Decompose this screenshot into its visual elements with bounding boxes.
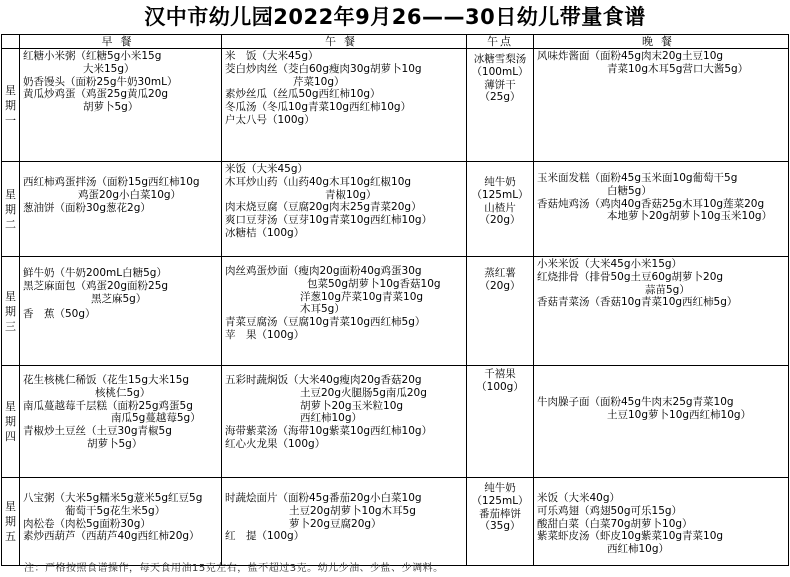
menu-line: 西红柿10g） <box>607 543 670 556</box>
snack-cell <box>467 366 534 478</box>
menu-line: 西红柿10g） <box>300 412 363 425</box>
menu-line: 花生核桃仁稀饭（花生15g大米15g <box>23 374 190 386</box>
menu-line: 茭白炒肉丝（茭白60g瘦肉30g胡萝卜10g <box>225 62 422 75</box>
menu-line: 鸡蛋20g小白菜10g） <box>78 188 182 201</box>
menu-line: 千禧果 <box>484 368 516 380</box>
menu-line: （20g） <box>479 279 521 292</box>
menu-line: 山楂片 <box>484 201 516 214</box>
breakfast-cell <box>20 162 222 257</box>
footnote: 注：严格按照食谱操作，每天食用油15克左右，盐不超过3克。幼儿少油、少盐、少调料。 <box>24 563 444 574</box>
header-dinner: 晚餐 <box>534 35 789 49</box>
menu-line: 西红柿鸡蛋拌汤（面粉15g西红柿10g <box>23 176 200 188</box>
day-label: 星期三 <box>2 257 20 366</box>
day-row-thursday <box>2 366 789 478</box>
breakfast-cell <box>20 49 222 162</box>
dinner-cell <box>534 162 789 257</box>
lunch-cell <box>222 478 467 566</box>
menu-line: 红糖小米粥（红糖5g小米15g <box>23 50 162 62</box>
menu-line: 薄饼干 <box>484 78 516 91</box>
menu-line: 紫菜虾皮汤（虾皮10g紫菜10g青菜10g <box>537 530 724 543</box>
menu-line: 海带紫菜汤（海带10g紫菜10g西红柿10g） <box>225 425 433 438</box>
menu-line: 包菜50g胡萝卜10g香菇10g <box>307 277 441 290</box>
menu-line: 香菇炖鸡汤（鸡肉40g香菇25g木耳10g莲菜20g <box>537 197 765 210</box>
menu-line: 素炒丝瓜（丝瓜50g西红柿10g） <box>225 88 381 101</box>
day-label: 星期二 <box>2 162 20 257</box>
dinner-cell <box>534 366 789 478</box>
breakfast-cell <box>20 366 222 478</box>
menu-line: 米 饭（大米45g） <box>225 50 319 62</box>
menu-line: 素炒西葫芦（西葫芦40g西红柿20g） <box>23 530 200 543</box>
menu-line: 洋葱10g芹菜10g青菜10g <box>300 290 424 303</box>
menu-line: 香菇青菜汤（香菇10g青菜10g西红柿5g） <box>537 296 738 309</box>
menu-line: 黑芝麻5g） <box>91 292 147 305</box>
menu-line: 风味炸酱面（面粉45g肉末20g土豆10g <box>537 50 724 62</box>
menu-line: 木耳5g） <box>300 303 345 316</box>
menu-line: 鲜牛奶（牛奶200mL白糖5g） <box>23 267 167 279</box>
menu-line: （35g） <box>479 520 521 533</box>
menu-line: 青菜豆腐汤（豆腐10g青菜10g西红柿5g） <box>225 316 426 329</box>
menu-line: 青椒炒土豆丝（土豆30g青椒5g <box>23 425 172 438</box>
menu-line: 奶香馒头（面粉25g牛奶30mL） <box>23 75 178 88</box>
menu-line: 时蔬烩面片（面粉45g番茄20g小白菜10g <box>225 492 422 504</box>
header-day <box>2 35 20 49</box>
menu-line: 葡萄干5g花生米5g） <box>65 504 166 517</box>
menu-line: 青椒10g） <box>325 188 377 201</box>
day-row-tuesday <box>2 162 789 257</box>
menu-line: 红烧排骨（排骨50g土豆60g胡萝卜20g <box>537 270 724 283</box>
menu-table <box>1 34 789 566</box>
menu-line: 纯牛奶 <box>484 176 516 188</box>
day-row-monday <box>2 49 789 162</box>
menu-line: 胡萝卜5g） <box>87 437 143 450</box>
menu-line: 大米15g） <box>83 62 135 75</box>
menu-line: 葱油饼（面粉30g葱花2g） <box>23 201 151 214</box>
menu-line: 小米米饭（大米45g小米15g） <box>537 258 683 270</box>
menu-line: 胡萝卜20g玉米粒10g <box>300 399 404 412</box>
menu-line: 米饭（大米45g） <box>225 163 309 175</box>
menu-line: 黄瓜炒鸡蛋（鸡蛋25g黄瓜20g <box>23 88 169 101</box>
breakfast-cell <box>20 257 222 366</box>
menu-line: 番茄棒饼 <box>479 507 521 520</box>
menu-line: 五彩时蔬焖饭（大米40g瘦肉20g香菇20g <box>225 374 422 386</box>
breakfast-cell <box>20 478 222 566</box>
dinner-cell <box>534 49 789 162</box>
menu-line: 蒜苗5g） <box>645 283 690 296</box>
menu-line: 南瓜蔓越莓千层糕（面粉25g鸡蛋5g <box>23 399 193 412</box>
snack-cell <box>467 478 534 566</box>
menu-line: 可乐鸡翅（鸡翅50g可乐15g） <box>537 504 683 517</box>
lunch-cell <box>222 162 467 257</box>
menu-line: 玉米面发糕（面粉45g玉米面10g葡萄干5g <box>537 172 738 184</box>
header-snack: 午点 <box>467 35 534 49</box>
menu-line: 冰糖雪梨汤 <box>473 53 527 65</box>
dinner-cell <box>534 478 789 566</box>
dinner-cell <box>534 257 789 366</box>
menu-line: 肉松卷（肉松5g面粉30g） <box>23 517 151 530</box>
menu-line: 土豆10g萝卜10g西红柿10g） <box>607 408 752 421</box>
menu-line: 肉丝鸡蛋炒面（瘦肉20g面粉40g鸡蛋30g <box>225 265 422 277</box>
header-breakfast: 早餐 <box>20 35 222 49</box>
day-label: 星期四 <box>2 366 20 478</box>
lunch-cell <box>222 49 467 162</box>
menu-line: 纯牛奶 <box>484 482 516 494</box>
menu-line: 酸甜白菜（白菜70g胡萝卜10g） <box>537 517 693 530</box>
menu-line: 萝卜20g豆腐20g） <box>289 517 382 530</box>
menu-line: 土豆20g火腿肠5g南瓜20g <box>300 386 427 399</box>
day-label: 星期一 <box>2 49 20 162</box>
menu-line: （20g） <box>479 214 521 227</box>
lunch-cell <box>222 366 467 478</box>
menu-line: （125mL） <box>471 188 529 201</box>
snack-cell <box>467 162 534 257</box>
menu-line: 八宝粥（大米5g糯米5g薏米5g红豆5g <box>23 492 203 504</box>
menu-line: （25g） <box>479 91 521 104</box>
menu-line: 苹 果（100g） <box>225 328 305 341</box>
menu-line: 土豆20g胡萝卜10g木耳5g <box>289 504 416 517</box>
snack-cell <box>467 49 534 162</box>
menu-line: 青菜10g木耳5g营口大酱5g） <box>607 62 749 75</box>
day-row-friday <box>2 478 789 566</box>
header-row <box>2 35 789 49</box>
menu-line: 米饭（大米40g） <box>537 492 621 504</box>
menu-line: 户太八号（100g） <box>225 113 315 126</box>
menu-line: （100mL） <box>471 65 529 78</box>
menu-line: 红 提（100g） <box>225 530 305 543</box>
menu-line: 冰糖桔（100g） <box>225 226 305 239</box>
menu-line: 肉末烧豆腐（豆腐20g肉末25g青菜20g） <box>225 201 422 214</box>
menu-line: 白糖5g） <box>607 184 652 197</box>
page-title: 汉中市幼儿园2022年9月26——30日幼儿带量食谱 <box>144 5 646 29</box>
menu-line: 芹菜10g） <box>293 75 345 88</box>
menu-line: 黑芝麻面包（鸡蛋20g面粉25g <box>23 279 169 292</box>
menu-line: 核桃仁5g） <box>95 386 151 399</box>
menu-line: （125mL） <box>471 494 529 507</box>
day-label: 星期五 <box>2 478 20 566</box>
lunch-cell <box>222 257 467 366</box>
menu-line: 蒸红薯 <box>484 267 516 279</box>
menu-line: 爽口豆芽汤（豆芽10g青菜10g西红柿10g） <box>225 214 433 227</box>
menu-line: 香 蕉（50g） <box>23 308 96 321</box>
menu-line: 冬瓜汤（冬瓜10g青菜10g西红柿10g） <box>225 101 412 114</box>
day-row-wednesday <box>2 257 789 366</box>
snack-cell <box>467 257 534 366</box>
menu-line: 牛肉臊子面（面粉45g牛肉末25g青菜10g <box>537 396 734 408</box>
menu-line: 本地萝卜20g胡萝卜10g玉米10g） <box>607 210 773 223</box>
menu-line: 胡萝卜5g） <box>83 101 139 114</box>
menu-line: 南瓜5g蔓越莓5g） <box>111 412 201 425</box>
menu-line: 红心火龙果（100g） <box>225 437 326 450</box>
header-lunch: 午餐 <box>222 35 467 49</box>
menu-line: （100g） <box>476 380 524 393</box>
menu-line: 木耳炒山药（山药40g木耳10g红椒10g <box>225 175 412 188</box>
